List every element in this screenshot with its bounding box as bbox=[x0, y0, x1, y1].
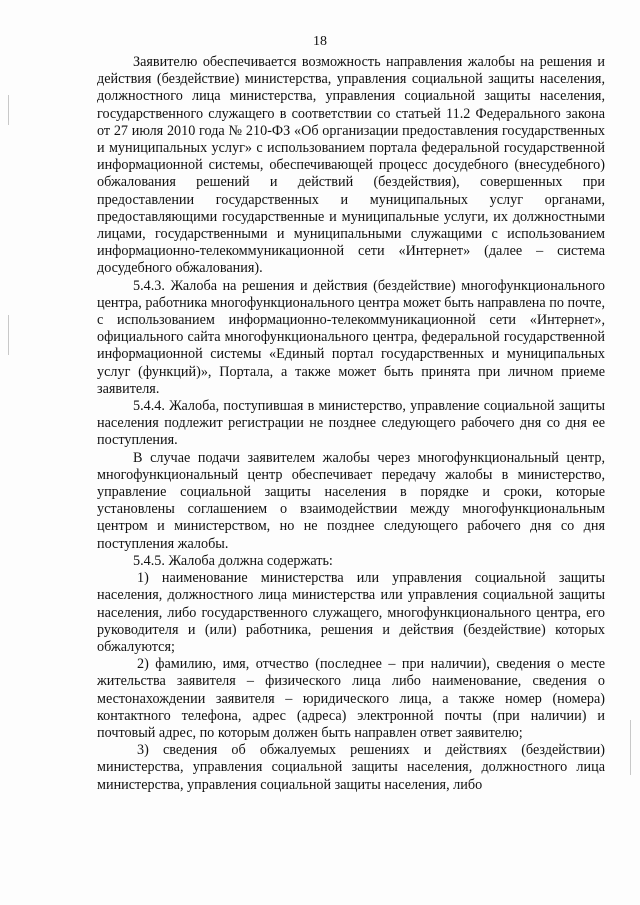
paragraph-5-4-4: 5.4.4. Жалоба, поступившая в министерство, управление социальной защиты населения подлежит регистрации не позднее следующего рабочего дня со дня ее поступления. bbox=[97, 398, 605, 449]
paragraph-complaint-portal: Заявителю обеспечивается возможность направления жалобы на решения и действия (бездействие) министерства, управления социальной защиты населения, должностного лица министерства, управления социальной защиты населения, государственного служащего в соответствии со статьей 11.2 Федерального закона от 27 июля 2010 года № 210-ФЗ «Об организации предоставления государственных и муниципальных услуг» с использованием портала федеральной государственной информационной системы, обеспечивающей процесс досудебного (внесудебного) обжалования решений и действий (бездействия), совершенных при предоставлении государственных и муниципальных услуг органами, предоставляющими государственные и муниципальные услуги, их должностными лицами, государственными и муниципальными служащими с использованием информационно-телекоммуникационной сети «Интернет» (далее – система досудебного обжалования). bbox=[97, 54, 605, 277]
paragraph-5-4-5: 5.4.5. Жалоба должна содержать: bbox=[133, 552, 333, 569]
scan-margin-mark bbox=[8, 95, 9, 125]
paragraph-mfc-transfer: В случае подачи заявителем жалобы через многофункциональный центр, многофункциональный центр обеспечивает передачу жалобы в министерство, управление социальной защиты населения в порядке и сроки, которые установлены соглашением о взаимодействии между многофункциональным центром и министерством, но не позднее следующего рабочего дня со дня поступления жалобы. bbox=[97, 449, 605, 552]
scan-margin-mark bbox=[8, 315, 9, 355]
paragraph-5-4-3: 5.4.3. Жалоба на решения и действия (бездействие) многофункционального центра, работника многофункционального центра может быть направлена по почте, с использованием информационно-телекоммуникационной сети «Интернет», официального сайта многофункционального центра, федеральной государственной информационной системы «Единый портал государственных и муниципальных услуг (функций)», Портала, а также может быть принята при личном приеме заявителя. bbox=[97, 277, 605, 397]
list-item-1: 1) наименование министерства или управления социальной защиты населения, должностного лица министерства или управления социальной защиты населения, либо государственного служащего, многофункционального центра, его руководителя и (или) работника, решения и действия (бездействие) которых обжалуются; bbox=[97, 570, 605, 655]
scan-margin-mark bbox=[630, 720, 631, 775]
page-number: 18 bbox=[313, 34, 327, 49]
list-item-3: 3) сведения об обжалуемых решениях и действиях (бездействии) министерства, управления социальной защиты населения, должностного лица министерства, управления социальной защиты населения, либо bbox=[97, 742, 605, 793]
list-item-2: 2) фамилию, имя, отчество (последнее – при наличии), сведения о месте жительства заявителя – физического лица либо наименование, сведения о местонахождении заявителя – юридического лица, а также номер (номера) контактного телефона, адрес (адреса) электронной почты (при наличии) и почтовый адрес, по которым должен быть направлен ответ заявителю; bbox=[97, 656, 605, 741]
document-body bbox=[97, 54, 605, 794]
